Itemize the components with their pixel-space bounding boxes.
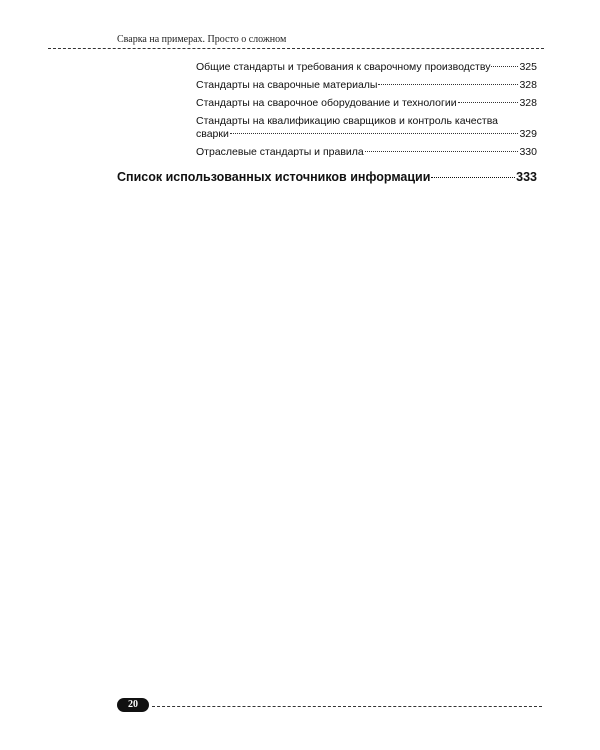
toc-entry-title: Стандарты на сварочные материалы — [196, 79, 378, 91]
toc-entry-title: Отраслевые стандарты и правила — [196, 146, 364, 158]
leader-dots — [431, 177, 515, 178]
toc-entry-page: 328 — [519, 79, 537, 91]
toc-entry-title: Общие стандарты и требования к сварочному производству — [196, 61, 491, 73]
toc-main-entry[interactable] — [117, 170, 537, 185]
toc-entry-title-continued: сварки — [196, 128, 229, 140]
toc-entry-page: 325 — [519, 61, 537, 73]
leader-dots — [378, 84, 518, 85]
footer-divider — [152, 706, 542, 707]
table-of-contents — [196, 61, 537, 164]
toc-entry-title: Стандарты на квалификацию сварщиков и контроль качества — [196, 115, 498, 127]
leader-dots — [491, 66, 518, 67]
toc-entry-page: 329 — [519, 128, 537, 140]
toc-entry[interactable] — [196, 115, 537, 141]
toc-main-entry-page: 333 — [516, 170, 537, 184]
toc-entry[interactable] — [196, 97, 537, 110]
toc-entry[interactable] — [196, 146, 537, 159]
leader-dots — [458, 102, 519, 103]
toc-entry-title: Стандарты на сварочное оборудование и технологии — [196, 97, 457, 109]
toc-entry-page: 330 — [519, 146, 537, 158]
page-number-badge: 20 — [117, 698, 149, 712]
leader-dots — [230, 133, 519, 134]
toc-entry[interactable] — [196, 79, 537, 92]
toc-entry[interactable] — [196, 61, 537, 74]
toc-entry-page: 328 — [519, 97, 537, 109]
header-divider — [48, 48, 544, 49]
running-header: Сварка на примерах. Просто о сложном — [117, 34, 287, 45]
toc-main-entry-title: Список использованных источников информации — [117, 170, 431, 184]
leader-dots — [365, 151, 519, 152]
